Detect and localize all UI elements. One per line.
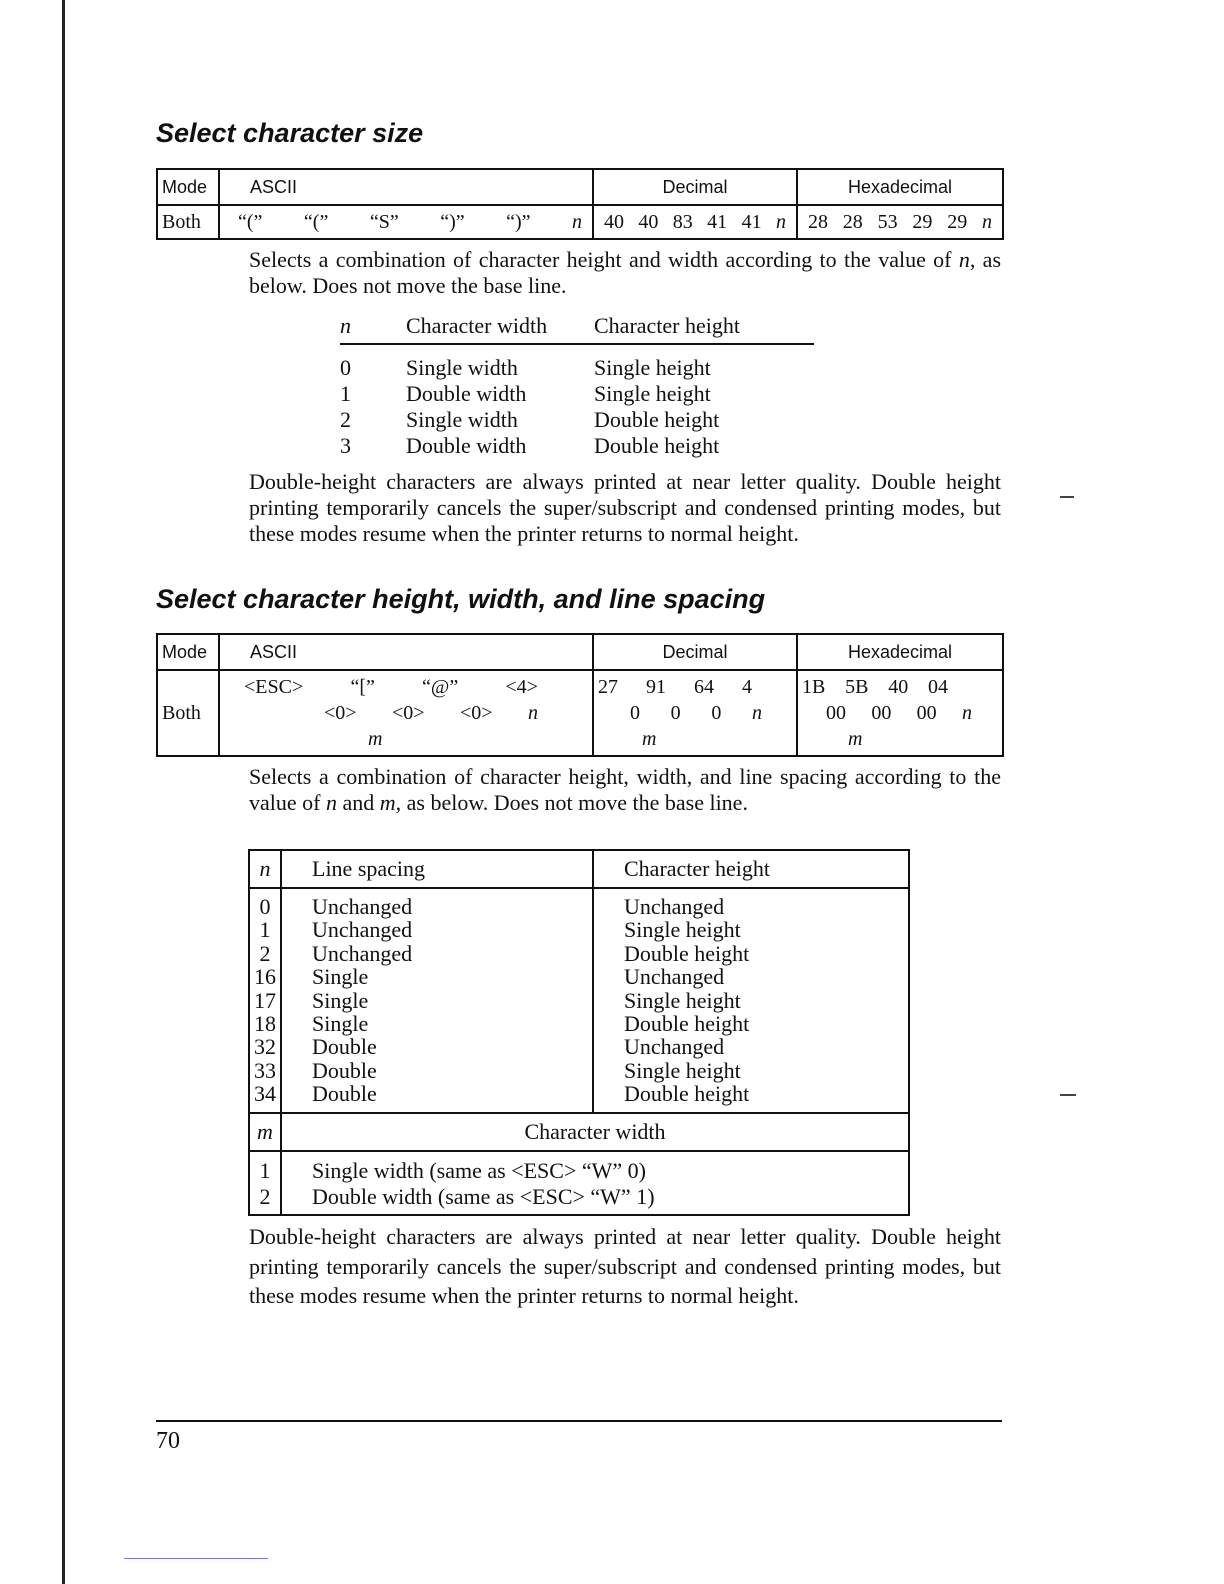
binding-edge-line	[62, 0, 65, 1584]
n-value: 1	[340, 381, 351, 406]
ascii-header: ASCII	[219, 634, 593, 670]
description-variable: n	[325, 790, 337, 815]
decimal-code: 4	[742, 676, 752, 698]
n-value: 17	[254, 987, 276, 1013]
hex-header: Hexadecimal	[797, 169, 1003, 205]
ascii-code: n	[572, 210, 582, 233]
character-height-value: Single height	[624, 1057, 741, 1083]
n-column-header: n	[249, 850, 281, 888]
scan-artifact-line	[124, 1558, 268, 1559]
ascii-code: m	[368, 728, 383, 750]
ascii-code: “@”	[422, 676, 459, 698]
ascii-code: “(”	[238, 210, 263, 233]
hex-code: 53	[877, 210, 898, 233]
height-value: Single height	[594, 355, 711, 380]
character-height-value: Single height	[624, 917, 741, 943]
ascii-code: n	[528, 702, 538, 724]
n-value: 2	[340, 407, 351, 432]
ascii-code: “[”	[350, 676, 375, 698]
command-table-height-width-spacing	[156, 633, 1004, 757]
footer-rule	[156, 1420, 1002, 1422]
character-size-row	[340, 407, 814, 433]
ascii-code: “S”	[369, 210, 399, 233]
line-spacing-value: Double	[312, 1057, 377, 1083]
height-column-header: Character height	[593, 850, 909, 888]
margin-mark	[1060, 1094, 1076, 1096]
description-text: Selects a combination of character height and width according to the value of	[249, 247, 959, 272]
character-height-value: Unchanged	[624, 894, 725, 919]
description-character-size	[249, 247, 1001, 299]
line-spacing-value: Unchanged	[312, 940, 413, 966]
decimal-code: 40	[638, 210, 659, 233]
hex-value	[797, 670, 1003, 756]
n-column-header: n	[340, 313, 351, 338]
hex-header: Hexadecimal	[797, 634, 1003, 670]
line-spacing-values-column	[281, 888, 593, 1113]
mode-header: Mode	[157, 169, 219, 205]
character-width-values-column	[281, 1151, 909, 1215]
mode-header: Mode	[157, 634, 219, 670]
decimal-code: 0	[670, 702, 681, 724]
hex-code: 40	[888, 676, 909, 698]
decimal-code: 64	[694, 676, 714, 698]
character-size-row	[340, 433, 814, 459]
command-table-row	[157, 670, 1003, 756]
ascii-code: “)”	[506, 210, 531, 233]
decimal-code: 0	[711, 702, 722, 724]
description-height-width-spacing	[249, 764, 1001, 816]
character-width-header-row	[249, 1113, 909, 1151]
m-column-header: m	[249, 1113, 281, 1151]
decimal-code: 40	[604, 210, 624, 233]
decimal-value	[593, 205, 797, 239]
decimal-code: 41	[741, 210, 762, 233]
note-character-size: Double-height characters are always printed at near letter quality. Double height printing temporarily cancels the super/subscript and condensed printing modes, but these modes resume when the printer returns to normal height.	[249, 469, 1001, 546]
hex-code: 00	[826, 702, 846, 724]
hex-code: 04	[927, 676, 948, 698]
page-number: 70	[156, 1428, 180, 1454]
n-value: 33	[254, 1057, 276, 1083]
hex-value	[797, 205, 1003, 239]
decimal-code: 0	[630, 702, 640, 724]
ascii-code: <0>	[392, 702, 425, 724]
character-height-value: Single height	[624, 987, 741, 1013]
character-size-row	[340, 355, 814, 381]
command-table-character-size	[156, 168, 1004, 240]
note-height-width-spacing: Double-height characters are always printed at near letter quality. Double height printing temporarily cancels the super/subscript and condensed printing modes, but these modes resume when the printer returns to normal height.	[249, 1224, 1001, 1308]
character-size-row	[340, 381, 814, 407]
line-spacing-table	[248, 849, 910, 1216]
decimal-code: 41	[707, 210, 728, 233]
decimal-code: 91	[646, 676, 666, 698]
hex-code: 29	[947, 210, 968, 233]
line-spacing-table-body	[249, 888, 909, 1113]
width-value: Double width	[406, 433, 527, 458]
character-height-value: Unchanged	[624, 1034, 725, 1060]
line-spacing-value: Single	[312, 1010, 369, 1036]
ascii-code: <ESC>	[244, 676, 304, 698]
n-value: 3	[340, 433, 351, 458]
ascii-code: <0>	[324, 702, 357, 724]
decimal-header: Decimal	[593, 634, 797, 670]
decimal-header: Decimal	[593, 169, 797, 205]
description-variable: m	[379, 790, 396, 815]
mode-value: Both	[157, 205, 219, 239]
n-value: 0	[259, 894, 271, 919]
description-variable: n	[958, 247, 970, 272]
decimal-code: n	[775, 210, 786, 233]
width-value: Single width	[406, 407, 518, 432]
section-title-height-width-spacing: Select character height, width, and line spacing	[156, 584, 766, 614]
hex-code: m	[848, 728, 863, 750]
decimal-code: 27	[598, 676, 618, 698]
m-values-column	[249, 1151, 281, 1215]
character-size-table	[340, 313, 814, 459]
n-value: 32	[254, 1034, 276, 1060]
width-value: Single width	[406, 355, 518, 380]
description-text: Selects a combination of character height, width, and line spacing according to the value of	[249, 764, 1001, 815]
hex-code: 5B	[845, 676, 869, 698]
hex-code: 00	[916, 702, 937, 724]
n-value: 34	[254, 1081, 276, 1107]
decimal-code: n	[751, 702, 762, 724]
ascii-code: <4>	[505, 676, 538, 698]
line-spacing-value: Double	[312, 1081, 377, 1107]
description-text: , as below. Does not move the base line.	[249, 247, 1002, 298]
character-height-value: Double height	[624, 940, 750, 966]
character-width-body	[249, 1151, 909, 1215]
command-table-header	[157, 169, 1003, 205]
character-width-value: Single width (same as <ESC> “W” 0)	[312, 1157, 646, 1183]
ascii-code: <0>	[460, 702, 493, 724]
section-title-character-size: Select character size	[156, 118, 424, 148]
hex-code: 28	[808, 210, 828, 233]
description-text: and	[336, 790, 380, 815]
character-height-value: Unchanged	[624, 964, 725, 990]
n-values-column	[249, 888, 281, 1113]
width-column-header: Character width	[406, 313, 548, 338]
ascii-code: “)”	[440, 210, 465, 233]
hex-code: 29	[912, 210, 933, 233]
n-value: 1	[259, 917, 271, 943]
line-spacing-table-header	[249, 850, 909, 888]
hex-code: 1B	[802, 676, 826, 698]
height-value: Double height	[594, 407, 720, 432]
hex-code: n	[981, 210, 992, 233]
ascii-code: “(”	[303, 210, 329, 233]
line-spacing-column-header: Line spacing	[281, 850, 593, 888]
n-value: 16	[254, 964, 276, 990]
hex-code: 28	[842, 210, 863, 233]
character-height-value: Double height	[624, 1081, 750, 1107]
margin-mark	[1060, 496, 1074, 498]
description-text: , as below. Does not move the base line.	[395, 790, 748, 815]
character-size-table-header	[340, 313, 814, 345]
command-table-row	[157, 205, 1003, 239]
ascii-header: ASCII	[219, 169, 593, 205]
height-value: Single height	[594, 381, 711, 406]
decimal-code: m	[642, 728, 657, 750]
character-width-header: Character width	[281, 1113, 909, 1151]
line-spacing-value: Unchanged	[312, 894, 413, 919]
n-value: 2	[259, 940, 271, 966]
n-value: 18	[254, 1010, 276, 1036]
n-value: 0	[340, 355, 351, 380]
character-height-values-column	[593, 888, 909, 1113]
hex-code: n	[961, 702, 972, 724]
line-spacing-value: Single	[312, 987, 369, 1013]
ascii-value	[219, 205, 593, 239]
line-spacing-value: Single	[312, 964, 369, 990]
mode-value: Both	[157, 670, 219, 756]
height-value: Double height	[594, 433, 720, 458]
m-value: 2	[259, 1183, 271, 1209]
decimal-code: 83	[672, 210, 693, 233]
character-width-value: Double width (same as <ESC> “W” 1)	[312, 1183, 655, 1209]
line-spacing-value: Double	[312, 1034, 377, 1060]
character-height-value: Double height	[624, 1010, 750, 1036]
decimal-value	[593, 670, 797, 756]
command-table-header	[157, 634, 1003, 670]
ascii-value	[219, 670, 593, 756]
height-column-header: Character height	[594, 313, 740, 338]
hex-code: 00	[871, 702, 892, 724]
line-spacing-value: Unchanged	[312, 917, 413, 943]
m-value: 1	[259, 1157, 271, 1183]
width-value: Double width	[406, 381, 527, 406]
